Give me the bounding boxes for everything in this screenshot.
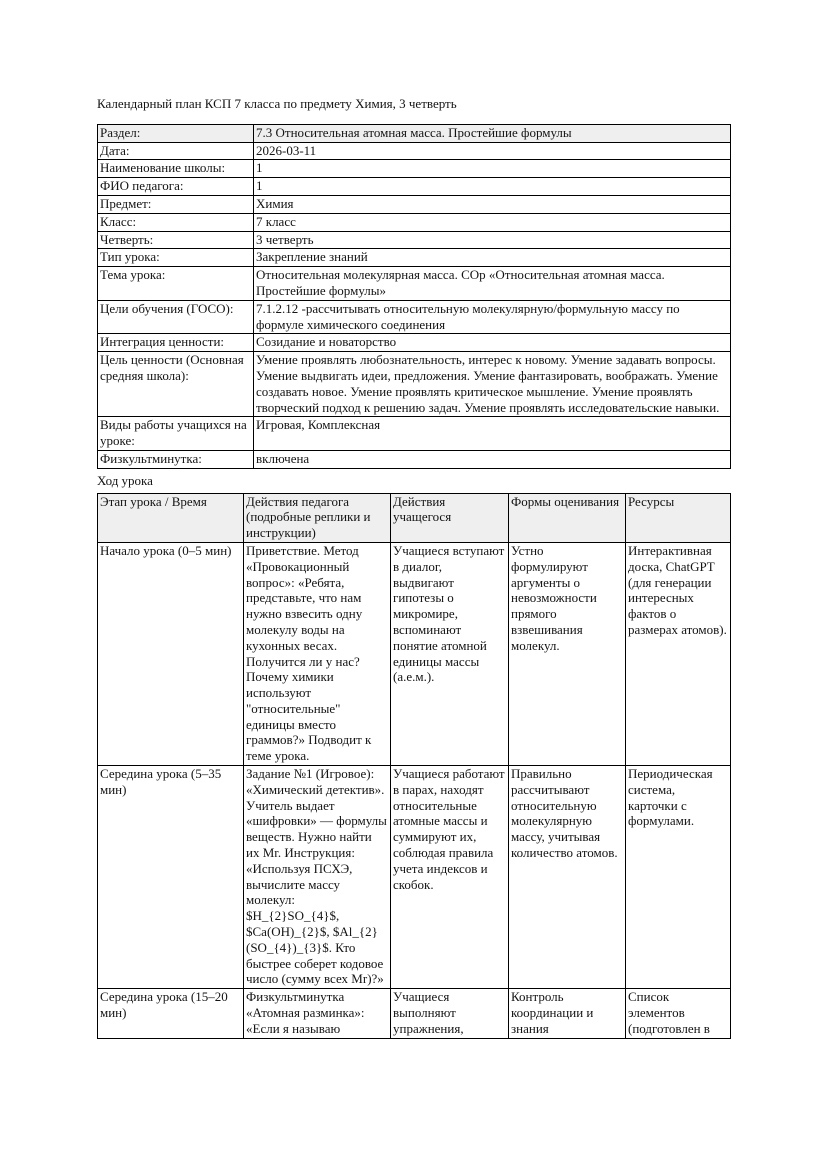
meta-label: Класс: bbox=[98, 213, 254, 231]
meta-label: Виды работы учащихся на уроке: bbox=[98, 417, 254, 451]
student-actions-cell bbox=[391, 989, 509, 1039]
lesson-meta-table bbox=[97, 124, 731, 469]
table-row bbox=[98, 267, 731, 301]
meta-value: включена bbox=[254, 450, 731, 468]
meta-label: ФИО педагога: bbox=[98, 178, 254, 196]
meta-value: 7.3 Относительная атомная масса. Простейшие формулы bbox=[254, 124, 731, 142]
meta-value: Химия bbox=[254, 195, 731, 213]
meta-value: Относительная молекулярная масса. СОр «Относительная атомная масса. Простейшие формулы» bbox=[254, 267, 731, 301]
flow-header-teacher-actions: Действия педагога (подробные реплики и инструкции) bbox=[244, 493, 391, 542]
table-row bbox=[98, 450, 731, 468]
meta-value: Игровая, Комплексная bbox=[254, 417, 731, 451]
table-row bbox=[98, 352, 731, 417]
meta-value: 1 bbox=[254, 178, 731, 196]
flow-section-heading: Ход урока bbox=[97, 472, 153, 488]
assessment-cell: Устно формулируют аргументы о невозможности прямого взвешивания молекул. bbox=[509, 542, 626, 765]
meta-label: Раздел: bbox=[98, 124, 254, 142]
meta-label: Тип урока: bbox=[98, 249, 254, 267]
clipped-text: Учащиеся выполняют упражнения, bbox=[393, 989, 464, 1036]
flow-header-student-actions: Действия учащегося bbox=[391, 493, 509, 542]
meta-label: Цель ценности (Основная средняя школа): bbox=[98, 352, 254, 417]
meta-label: Интеграция ценности: bbox=[98, 334, 254, 352]
meta-value: 7.1.2.12 -рассчитывать относительную молекулярную/формульную массу по формуле химического соединения bbox=[254, 300, 731, 334]
table-row bbox=[98, 231, 731, 249]
teacher-actions-cell: Приветствие. Метод «Провокационный вопрос»: «Ребята, представьте, что нам нужно взвесить одну молекулу воды на кухонных весах. Получится ли у нас? Почему химики используют "относительные" единицы вместо граммов?» Подводит к теме урока. bbox=[244, 542, 391, 765]
meta-label: Предмет: bbox=[98, 195, 254, 213]
meta-label: Физкультминутка: bbox=[98, 450, 254, 468]
stage-cell bbox=[98, 989, 244, 1039]
meta-value: 7 класс bbox=[254, 213, 731, 231]
resources-cell: Интерактивная доска, ChatGPT (для генерации интересных фактов о размерах атомов). bbox=[626, 542, 731, 765]
meta-value: 2026-03-11 bbox=[254, 142, 731, 160]
table-row bbox=[98, 300, 731, 334]
clipped-text: Контроль координации и знания bbox=[511, 989, 594, 1036]
meta-value: 1 bbox=[254, 160, 731, 178]
meta-label: Наименование школы: bbox=[98, 160, 254, 178]
page-title: Календарный план КСП 7 класса по предмету Химия, 3 четверть bbox=[97, 96, 457, 111]
table-row bbox=[98, 417, 731, 451]
meta-value: Созидание и новаторство bbox=[254, 334, 731, 352]
assessment-cell bbox=[509, 989, 626, 1039]
student-actions-cell: Учащиеся вступают в диалог, выдвигают гипотезы о микромире, вспоминают понятие атомной единицы массы (а.е.м.). bbox=[391, 542, 509, 765]
meta-label: Дата: bbox=[98, 142, 254, 160]
meta-value: Закрепление знаний bbox=[254, 249, 731, 267]
table-row bbox=[98, 213, 731, 231]
clipped-text: Список элементов (подготовлен в bbox=[628, 989, 710, 1036]
meta-value: Умение проявлять любознательность, интерес к новому. Умение задавать вопросы. Умение выдвигать идеи, предложения. Умение фантазировать, воображать. Умение создавать новое. Умение проявлять критическое мышление. Умение проявлять творческий подход к решению задач. Умение проявлять исследовательские навыки. bbox=[254, 352, 731, 417]
table-row bbox=[98, 542, 731, 765]
stage-cell: Середина урока (5–35 мин) bbox=[98, 766, 244, 989]
table-row-truncated bbox=[98, 989, 731, 1039]
table-row bbox=[98, 334, 731, 352]
flow-header-resources: Ресурсы bbox=[626, 493, 731, 542]
clipped-text: Середина урока (15–20 мин) bbox=[100, 989, 228, 1021]
table-row bbox=[98, 195, 731, 213]
teacher-actions-cell: Задание №1 (Игровое): «Химический детектив». Учитель выдает «шифровки» — формулы веществ. Нужно найти их Mr. Инструкция: «Используя ПСХЭ, вычислите массу молекул: $H_{2}SO_{4}$, $Ca(OH)_{2}$, $Al_{2}(SO_{4})_{3}$. Кто быстрее соберет кодовое число (сумму всех Mr)?» bbox=[244, 766, 391, 989]
table-row bbox=[98, 249, 731, 267]
flow-header-stage: Этап урока / Время bbox=[98, 493, 244, 542]
assessment-cell: Правильно рассчитывают относительную молекулярную массу, учитывая количество атомов. bbox=[509, 766, 626, 989]
teacher-actions-cell bbox=[244, 989, 391, 1039]
table-row bbox=[98, 160, 731, 178]
resources-cell bbox=[626, 989, 731, 1039]
table-row bbox=[98, 178, 731, 196]
flow-header-assessment: Формы оценивания bbox=[509, 493, 626, 542]
table-row bbox=[98, 124, 731, 142]
flow-header-row bbox=[98, 493, 731, 542]
stage-cell: Начало урока (0–5 мин) bbox=[98, 542, 244, 765]
table-row bbox=[98, 142, 731, 160]
meta-label: Цели обучения (ГОСО): bbox=[98, 300, 254, 334]
lesson-flow-table bbox=[97, 493, 731, 1040]
student-actions-cell: Учащиеся работают в парах, находят относительные атомные массы и суммируют их, соблюдая правила учета индексов и скобок. bbox=[391, 766, 509, 989]
resources-cell: Периодическая система, карточки с формулами. bbox=[626, 766, 731, 989]
meta-value: 3 четверть bbox=[254, 231, 731, 249]
clipped-text: Физкультминутка «Атомная разминка»: «Если я называю bbox=[246, 989, 365, 1036]
meta-label: Четверть: bbox=[98, 231, 254, 249]
meta-label: Тема урока: bbox=[98, 267, 254, 301]
table-row bbox=[98, 766, 731, 989]
